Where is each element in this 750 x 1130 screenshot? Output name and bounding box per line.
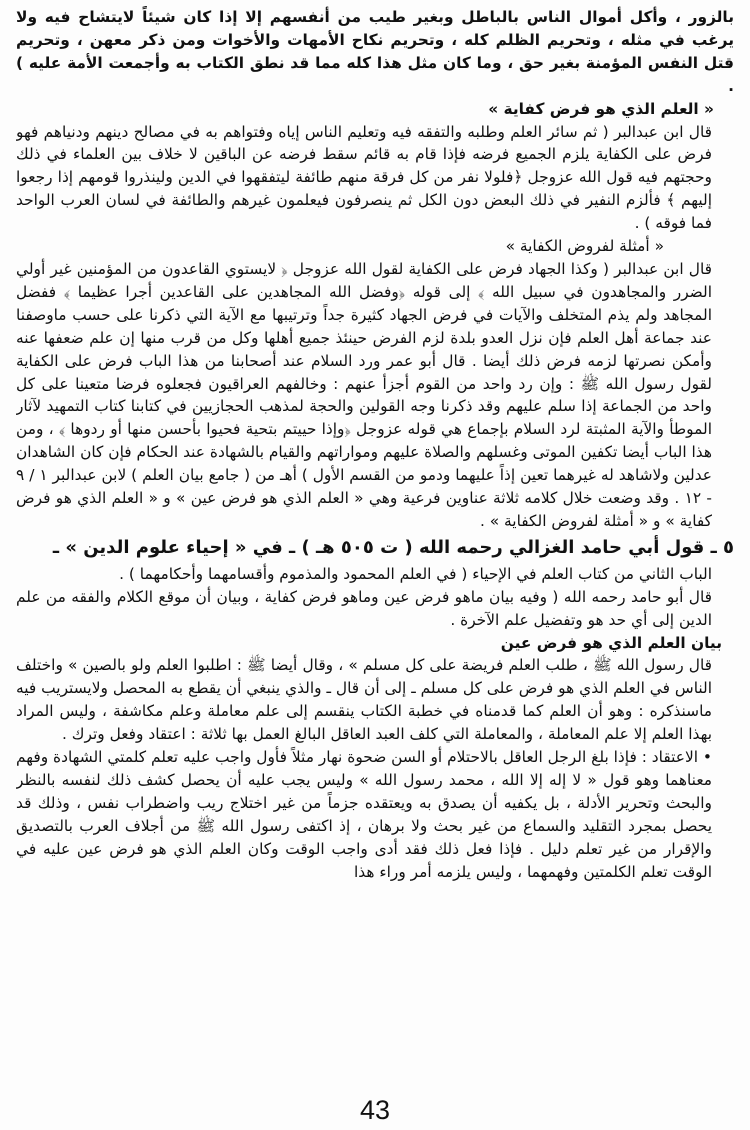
section-heading-ghazali: ٥ ـ قول أبي حامد الغزالي رحمه الله ( ت ٥٠٥ هـ ) ـ في « إحياء علوم الدين » ـ: [52, 536, 734, 558]
paragraph-belief: • الاعتقاد : فإذا بلغ الرجل العاقل بالاحتلام أو السن ضحوة نهار مثلاً فأول واجب عليه تعلم كلمتي الشهادة وفهم معناهما وهو قول « لا إله إلا الله ، محمد رسول الله » وليس يجب عليه أن يحصل كشف ذلك لنفسه بالنظر والبحث وتحرير الأدلة ، بل يكفيه أن يصدق به ويعتقده جزماً من غير اختلاج ريب واضطراب نفس ، وذلك قد يحصل بمجرد التقليد والسماع من غير بحث ولا برهان ، إذ اكتفى رسول الله ﷺ من أجلاف العرب بالتصديق والإقرار من غير تعلم دليل . فإذا فعل ذلك فقد أدى واجب الوقت وكان العلم الذي هو فرض عين عليه في الوقت تعلم الكلمتين وفهمهما ، وليس يلزمه أمر وراء هذا: [16, 748, 712, 881]
subheading-examples: « أمثلة لفروض الكفاية »: [505, 237, 664, 256]
paragraph-hadith-knowledge: قال رسول الله ﷺ ، طلب العلم فريضة على كل مسلم » ، وقال أيضا ﷺ : اطلبوا العلم ولو بالصين » واختلف الناس في العلم الذي هو فرض على كل مسلم ـ إلى أن قال ـ والذي ينبغي أن يقطع به المحصل ولايستريب فيه ماسنذكره : وهو أن العلم كما قدمناه في خطبة الكتاب ينقسم إلى علم معاملة وعلم مكاشفة ، وليس المراد بهذا العلم إلا علم المعاملة ، والمعاملة التي كلف العبد العاقل البالغ العمل بها ثلاثة : اعتقاد وفعل وترك .: [16, 656, 712, 744]
page-body: [16, 6, 734, 1091]
subheading-collective-duty: « العلم الذي هو فرض كفاية »: [488, 99, 714, 118]
paragraph-ghazali-intro: قال أبو حامد رحمه الله ( وفيه بيان ماهو فرض عين وماهو فرض كفاية ، وبيان أن موقع الكلام والفقه من علم الدين إلى أي حد هو وتفضيل علم الآخرة .: [16, 587, 712, 629]
subheading-individual-duty: بيان العلم الذي هو فرض عين: [500, 633, 722, 652]
page-number: 43: [359, 1095, 391, 1125]
paragraph-jihad-examples: قال ابن عبدالبر ( وكذا الجهاد فرض على الكفاية لقول الله عزوجل ﴿ لايستوي القاعدون من المؤمنين غير أولي الضرر والمجاهدون في سبيل الله ﴾ إلى قوله ﴿وفضل الله المجاهدين على القاعدين أجرا عظيما ﴾ ففضل المجاهد ولم يذم المتخلف والآيات في فرض الجهاد كثيرة جداً وترتيبها مع الآية التي ذكرنا على حسب ماوصفنا عند جماعة أهل العلم فإن نزل العدو بلدة لزم الفرض حينئذ جميع أهلها وكل من قرب منها إن علم ضعفها عنه وأمكن نصرتها لزمه فرض ذلك أيضا . قال أبو عمر ورد السلام عند أصحابنا من هذا الباب فرض على الكفاية لقول رسول الله ﷺ : وإن رد واحد من القوم أجزأ عنهم : وخالفهم العراقيون فجعلوه فرضا متعينا على كل واحد من الجماعة إذا سلم عليهم وقد ذكرنا وجه القولين والحجة لمذهب الحجازيين في كتابنا كتاب التمهيد لآثار الموطأ والآية المثبتة لرد السلام بإجماع هي قوله عزوجل ﴿وإذا حييتم بتحية فحيوا بأحسن منها أو ردوها ﴾ ، ومن هذا الباب أيضا تكفين الموتى وغسلهم والصلاة عليهم ومواراتهم والقيام بالشهادة عند الحكام فإن كان الشاهدان عدلين ولاشاهد له غيرهما تعين إذاً عليهما ودمو من القسم الأول ) أهـ من ( جامع بيان العلم ) لابن عبدالبر ١ / ٩ - ١٢ . وقد وضعت خلال كلامه ثلاثة عناوين فرعية وهي « العلم الذي هو فرض عين » و « العلم الذي هو فرض كفاية » و « أمثلة لفروض الكفاية » .: [16, 259, 712, 530]
paragraph-ihya-chapter: الباب الثاني من كتاب العلم في الإحياء ( في العلم المحمود والمذموم وأقسامهما وأحكامهما ) .: [119, 564, 712, 583]
paragraph-ibn-abdilbarr-collective: قال ابن عبدالبر ( ثم سائر العلم وطلبه والتفقه فيه وتعليم الناس إياه وفتواهم به في مصالح دينهم ودنياهم فهو فرض على الكفاية يلزم الجميع فرضه فإذا قام به قائم سقط فرضه عن الباقين لا خلاف بين العلماء في ذلك وحجتهم فيه قول الله عزوجل ﴿فلولا نفر من كل فرقة منهم طائفة ليتفقهوا في الدين ولينذروا قومهم إذا رجعوا إليهم ﴾ فألزم النفير في ذلك البعض دون الكل ثم ينصرفون فيعلمون غيرهم والطائفة في لسان العرب الواحد فما فوقه ) .: [16, 122, 712, 233]
paragraph-continuation: بالزور ، وأكل أموال الناس بالباطل وبغير طيب من أنفسهم إلا إذا كان شيئاً لايتشاح فيه ولا يرغب في مثله ، وتحريم الظلم كله ، وتحريم نكاح الأمهات والأخوات ومن ذكر معهن ، وتحريم قتل النفس المؤمنة بغير حق ، وما كان مثل هذا كله مما قد نطق الكتاب به وأجمعت الأمة عليه ) .: [16, 8, 734, 95]
